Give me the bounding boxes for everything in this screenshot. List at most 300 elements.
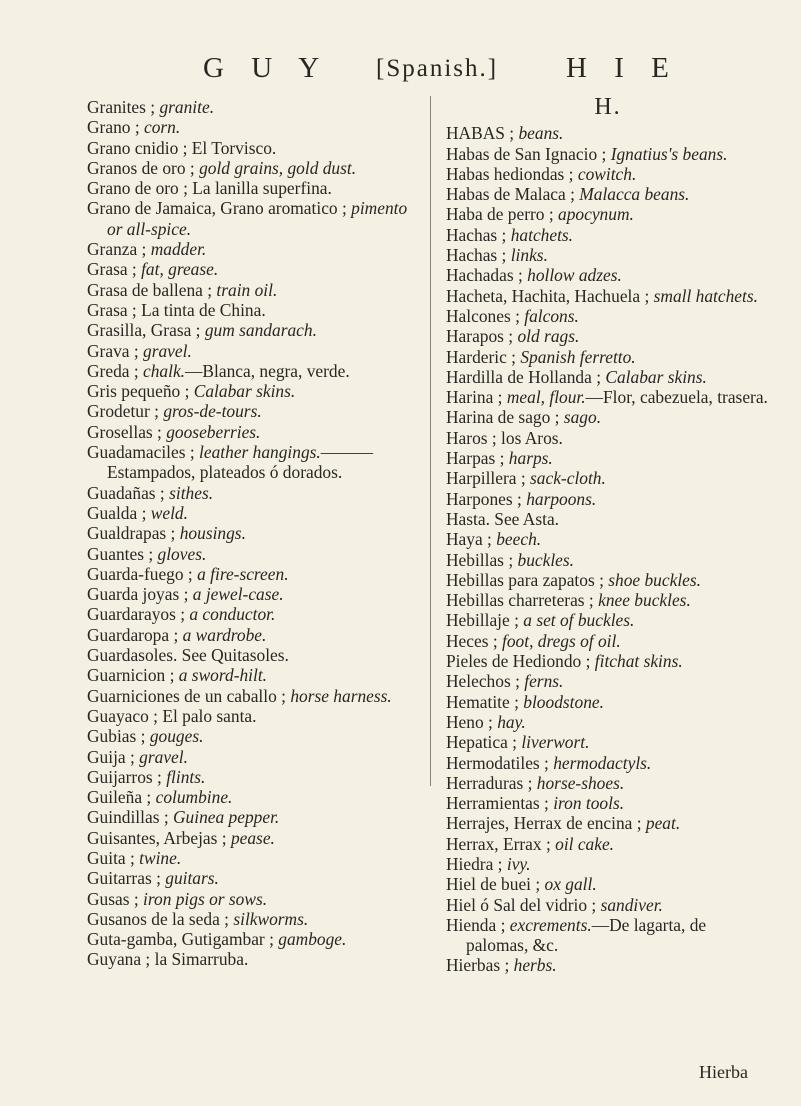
dictionary-entry: [446, 895, 770, 915]
dictionary-entry: [87, 320, 422, 340]
entry-headword: Guardarayos: [87, 604, 176, 625]
entry-headword: Guantes: [87, 543, 144, 564]
entry-separator: ;: [587, 894, 601, 915]
entry-separator: ;: [276, 685, 291, 706]
entry-separator: ;: [130, 117, 144, 138]
dictionary-entry: [446, 550, 770, 570]
dictionary-entry: [446, 570, 770, 590]
entry-headword: Hematite: [446, 691, 510, 712]
running-header: [0, 52, 801, 92]
dictionary-entry: [446, 347, 770, 367]
entry-separator: ;: [149, 401, 164, 422]
entry-headword: Helechos: [446, 671, 511, 692]
entry-headword: Guarda joyas: [87, 584, 180, 605]
entry-separator: ;: [493, 387, 507, 408]
entry-separator: ;: [594, 569, 609, 590]
dictionary-entry: [87, 381, 422, 401]
entry-headword: Grava: [87, 340, 130, 361]
entry-separator: ;: [591, 366, 606, 387]
dictionary-entry: [87, 178, 422, 198]
dictionary-entry: [87, 158, 422, 178]
entry-headword: Guardasoles. See Quitasoles.: [87, 645, 289, 666]
entry-headword: Hiel ó Sal del vidrio: [446, 894, 588, 915]
entry-separator: ;: [151, 868, 166, 889]
dictionary-entry: [446, 529, 770, 549]
right-entry-list: [446, 123, 770, 975]
dictionary-entry: [87, 828, 422, 848]
entry-separator: ;: [155, 482, 170, 503]
entry-headword: Guitarras: [87, 868, 152, 889]
entry-headword: Hachadas: [446, 265, 514, 286]
entry-headword: Guisantes, Arbejas: [87, 827, 218, 848]
entry-translation: housings.: [179, 523, 246, 544]
entry-translation: ferns.: [524, 671, 564, 692]
entry-headword: Hardilla de Hollanda: [446, 366, 592, 387]
entry-headword: Gris pequeño: [87, 381, 181, 402]
entry-headword: Pieles de Hediondo: [446, 651, 582, 672]
entry-headword: Guarniciones de un caballo: [87, 685, 277, 706]
header-left-guide-word: G U Y: [203, 52, 330, 84]
entry-headword: Haros ; los Aros.: [446, 427, 563, 448]
entry-translation: a wardrobe.: [182, 624, 267, 645]
entry-translation: gouges.: [149, 726, 204, 747]
entry-translation: harpoons.: [526, 488, 597, 509]
dictionary-entry: [446, 184, 770, 204]
dictionary-entry: [446, 753, 770, 773]
entry-separator: ;: [191, 320, 205, 341]
entry-separator: ;: [145, 97, 160, 117]
entry-separator: ;: [510, 671, 525, 692]
dictionary-entry: [87, 523, 422, 543]
entry-separator: ;: [483, 711, 498, 732]
entry-headword: Hebillas para zapatos: [446, 569, 595, 590]
entry-separator: ;: [510, 305, 525, 326]
entry-translation: fat, grease.: [141, 259, 219, 280]
entry-translation: links.: [510, 245, 548, 266]
entry-headword: Guayaco ; El palo santa.: [87, 705, 257, 726]
entry-translation: a sword-hilt.: [178, 665, 268, 686]
dictionary-entry: [87, 341, 422, 361]
entry-separator: ;: [565, 184, 580, 205]
dictionary-entry: [87, 726, 422, 746]
entry-headword: Harpas: [446, 448, 496, 469]
dictionary-entry: [87, 929, 422, 949]
entry-translation: meal, flour.: [506, 387, 586, 408]
entry-translation: Calabar skins.: [193, 381, 296, 402]
dictionary-entry: [87, 483, 422, 503]
entry-separator: ;: [523, 772, 537, 793]
entry-headword: Grasa de ballena: [87, 279, 203, 300]
dictionary-entry: [446, 164, 770, 184]
entry-separator: ;: [137, 502, 151, 523]
entry-separator: ;: [179, 584, 193, 605]
entry-translation: pimento or all-spice.: [107, 198, 408, 239]
entry-separator: ;: [507, 732, 522, 753]
entry-translation: herbs.: [513, 955, 557, 976]
entry-translation: beans.: [518, 123, 564, 144]
dictionary-entry: [446, 732, 770, 752]
entry-headword: HABAS: [446, 123, 505, 144]
entry-translation: granite.: [159, 97, 215, 117]
entry-separator: ;: [512, 488, 527, 509]
dictionary-entry: [87, 361, 422, 381]
entry-separator: ;: [509, 691, 524, 712]
entry-headword: Haya: [446, 529, 483, 550]
entry-headword: Halcones: [446, 305, 511, 326]
entry-translation: Spanish ferretto.: [520, 346, 636, 367]
entry-note: —Blanca, negra, verde.: [185, 360, 350, 381]
entry-separator: ;: [185, 157, 200, 178]
entry-headword: Hierbas: [446, 955, 501, 976]
entry-headword: Hienda: [446, 914, 497, 935]
entry-translation: Malacca beans.: [579, 184, 690, 205]
entry-headword: Hiedra: [446, 853, 494, 874]
dictionary-entry: [87, 625, 422, 645]
dictionary-entry: [446, 144, 770, 164]
entry-headword: Harina: [446, 387, 494, 408]
entry-translation: chalk.: [143, 360, 186, 381]
entry-translation: corn.: [144, 117, 181, 138]
entry-separator: ;: [142, 787, 156, 808]
dictionary-entry: [87, 747, 422, 767]
entry-headword: Guyana ; la Simarruba.: [87, 949, 249, 970]
right-column: [446, 94, 770, 976]
entry-translation: gloves.: [157, 543, 207, 564]
dictionary-entry: [446, 448, 770, 468]
entry-translation: hollow adzes.: [527, 265, 622, 286]
entry-separator: ;: [506, 346, 521, 367]
entry-headword: Gubias: [87, 726, 137, 747]
entry-separator: ;: [129, 340, 144, 361]
entry-translation: twine.: [139, 847, 182, 868]
entry-translation: gravel.: [143, 340, 192, 361]
entry-headword: Habas de San Ignacio: [446, 143, 598, 164]
entry-translation: hermodactyls.: [553, 752, 652, 773]
dictionary-entry: [87, 401, 422, 421]
entry-separator: ;: [169, 624, 183, 645]
entry-headword: Hebillas charreteras: [446, 590, 585, 611]
dictionary-entry: [87, 949, 422, 969]
entry-translation: small hatchets.: [653, 285, 758, 306]
dictionary-entry: [446, 123, 770, 143]
entry-separator: ;: [137, 239, 151, 260]
entry-separator: ;: [482, 529, 497, 550]
dictionary-entry: [87, 909, 422, 929]
dictionary-entry: [87, 442, 422, 483]
entry-translation: excrements.: [509, 914, 592, 935]
entry-separator: ;: [503, 326, 518, 347]
entry-separator: ;: [632, 813, 646, 834]
entry-translation: madder.: [150, 239, 207, 260]
entry-translation: Guinea pepper.: [173, 807, 280, 828]
entry-translation: bloodstone.: [523, 691, 604, 712]
dictionary-entry: [446, 955, 770, 975]
dictionary-entry: [446, 286, 770, 306]
entry-separator: ;: [175, 604, 190, 625]
entry-translation: ox gall.: [544, 874, 597, 895]
entry-headword: Grasilla, Grasa: [87, 320, 192, 341]
dictionary-entry: [446, 773, 770, 793]
entry-translation: falcons.: [524, 305, 579, 326]
dictionary-entry: [87, 686, 422, 706]
dictionary-entry: [446, 813, 770, 833]
entry-headword: Herrax, Errax: [446, 833, 542, 854]
entry-translation: pease.: [230, 827, 275, 848]
entry-translation: sack-cloth.: [530, 468, 606, 489]
entry-headword: Grano: [87, 117, 131, 138]
entry-separator: ;: [129, 360, 144, 381]
entry-headword: Heno: [446, 711, 484, 732]
section-heading: H.: [594, 94, 622, 120]
entry-headword: Herrajes, Herrax de encina: [446, 813, 633, 834]
dictionary-entry: [446, 265, 770, 285]
entry-separator: ;: [219, 908, 234, 929]
entry-headword: Hachas: [446, 245, 498, 266]
dictionary-entry: [87, 868, 422, 888]
entry-headword: Guarnicion: [87, 665, 166, 686]
entry-translation: liverwort.: [521, 732, 590, 753]
dictionary-entry: [87, 280, 422, 300]
entry-translation: gravel.: [139, 746, 188, 767]
entry-headword: Guadamaciles: [87, 442, 186, 463]
entry-translation: Ignatius's beans.: [610, 143, 728, 164]
entry-headword: Granites: [87, 97, 146, 117]
entry-separator: ;: [125, 847, 140, 868]
entry-translation: beech.: [496, 529, 542, 550]
entry-separator: ;: [152, 421, 167, 442]
entry-translation: gros-de-tours.: [163, 401, 262, 422]
entry-separator: ;: [496, 914, 510, 935]
entry-translation: cowitch.: [577, 163, 637, 184]
catchword: Hierba: [699, 1062, 748, 1082]
entry-note: —De lagarta, de palomas, &c.: [466, 914, 707, 956]
entry-headword: Greda: [87, 360, 130, 381]
entry-headword: Grosellas: [87, 421, 153, 442]
dictionary-entry: [87, 665, 422, 685]
entry-headword: Guindillas: [87, 807, 160, 828]
entry-separator: ;: [127, 259, 142, 280]
entry-separator: ;: [185, 442, 200, 463]
entry-headword: Gusas: [87, 888, 130, 909]
dictionary-entry: [446, 245, 770, 265]
dictionary-entry: [446, 509, 770, 529]
entry-separator: ;: [503, 549, 518, 570]
entry-separator: ;: [264, 929, 279, 950]
entry-translation: hatchets.: [510, 224, 574, 245]
entry-headword: Grano de oro ; La lanilla superfina.: [87, 178, 332, 199]
entry-headword: Guadañas: [87, 482, 156, 503]
dictionary-entry: [446, 712, 770, 732]
entry-headword: Granza: [87, 239, 138, 260]
entry-headword: Hepatica: [446, 732, 508, 753]
entry-separator: ;: [125, 746, 140, 767]
entry-note: —Flor, cabezuela, trasera.: [585, 387, 768, 408]
entry-translation: horse harness.: [290, 685, 392, 706]
entry-separator: ;: [493, 853, 507, 874]
entry-separator: ;: [217, 827, 231, 848]
entry-headword: Harpones: [446, 488, 513, 509]
dictionary-entry: [87, 584, 422, 604]
entry-separator: ;: [597, 143, 611, 164]
dictionary-entry: [446, 204, 770, 224]
entry-translation: oil cake.: [555, 833, 615, 854]
entry-headword: Guijarros: [87, 766, 153, 787]
dictionary-entry: [446, 468, 770, 488]
entry-translation: harps.: [508, 448, 553, 469]
entry-headword: Heces: [446, 630, 489, 651]
entry-headword: Haba de perro: [446, 204, 545, 225]
dictionary-entry: [446, 590, 770, 610]
dictionary-entry: [87, 645, 422, 665]
entry-translation: fitchat skins.: [594, 651, 683, 672]
entry-separator: ;: [539, 793, 554, 814]
dictionary-entry: [446, 915, 770, 956]
entry-headword: Guardaropa: [87, 624, 170, 645]
dictionary-entry: [87, 503, 422, 523]
entry-translation: gooseberries.: [166, 421, 261, 442]
entry-separator: ;: [500, 955, 514, 976]
dictionary-entry: [87, 239, 422, 259]
entry-translation: columbine.: [155, 787, 233, 808]
entry-translation: shoe buckles.: [608, 569, 701, 590]
entry-headword: Habas de Malaca: [446, 184, 566, 205]
entry-headword: Hachas: [446, 224, 498, 245]
entry-headword: Harina de sago: [446, 407, 551, 428]
entry-translation: sandiver.: [600, 894, 663, 915]
header-language-label: [Spanish.]: [376, 55, 499, 82]
dictionary-entry: [446, 428, 770, 448]
entry-headword: Hermodatiles: [446, 752, 540, 773]
entry-headword: Hacheta, Hachita, Hachuela: [446, 285, 641, 306]
entry-separator: ;: [581, 651, 595, 672]
entry-separator: ;: [531, 874, 545, 895]
entry-separator: ;: [152, 766, 167, 787]
dictionary-entry: [446, 306, 770, 326]
entry-headword: Grano de Jamaica, Grano aromatico: [87, 198, 338, 219]
dictionary-entry: [87, 300, 422, 320]
entry-headword: Granos de oro: [87, 157, 186, 178]
entry-separator: ;: [488, 630, 503, 651]
entry-translation: iron pigs or sows.: [143, 888, 268, 909]
entry-headword: Harderic: [446, 346, 507, 367]
entry-separator: ;: [497, 245, 511, 266]
entry-translation: horse-shoes.: [536, 772, 625, 793]
entry-separator: ;: [509, 610, 524, 631]
entry-separator: ;: [497, 224, 511, 245]
entry-separator: ;: [550, 407, 564, 428]
entry-translation: gamboge.: [278, 929, 347, 950]
entry-translation: gum sandarach.: [204, 320, 317, 341]
dictionary-entry: [87, 807, 422, 827]
entry-headword: Gualda: [87, 502, 138, 523]
entry-separator: ;: [166, 523, 180, 544]
entry-headword: Herramientas: [446, 793, 540, 814]
entry-separator: ;: [544, 204, 559, 225]
entry-headword: Harpillera: [446, 468, 517, 489]
dictionary-entry: [87, 422, 422, 442]
entry-translation: weld.: [150, 502, 188, 523]
entry-headword: Harapos: [446, 326, 504, 347]
dictionary-entry: [446, 610, 770, 630]
dictionary-entry: [446, 874, 770, 894]
entry-separator: ;: [337, 198, 352, 219]
dictionary-entry: [446, 671, 770, 691]
entry-translation: buckles.: [517, 549, 574, 570]
entry-separator: ;: [165, 665, 179, 686]
entry-translation: a fire-screen.: [197, 563, 289, 584]
entry-headword: Guija: [87, 746, 126, 767]
dictionary-entry: [87, 544, 422, 564]
entry-separator: ;: [159, 807, 173, 828]
entry-separator: ;: [539, 752, 554, 773]
entry-note: ——— Estampados, plateados ó dorados.: [107, 442, 373, 483]
dictionary-entry: [87, 604, 422, 624]
entry-translation: silkworms.: [233, 908, 309, 929]
entry-translation: guitars.: [165, 868, 219, 889]
entry-headword: Grasa: [87, 259, 128, 280]
entry-headword: Habas hediondas: [446, 163, 565, 184]
entry-separator: ;: [129, 888, 144, 909]
entry-separator: ;: [516, 468, 531, 489]
entry-translation: peat.: [645, 813, 681, 834]
entry-translation: apocynum.: [558, 204, 634, 225]
dictionary-entry: [87, 97, 422, 117]
entry-headword: Gualdrapas: [87, 523, 167, 544]
column-divider: [430, 96, 431, 786]
dictionary-entry: [87, 706, 422, 726]
dictionary-entry: [87, 848, 422, 868]
entry-separator: ;: [144, 543, 158, 564]
dictionary-entry: [87, 138, 422, 158]
dictionary-entry: [87, 564, 422, 584]
entry-headword: Guta-gamba, Gutigambar: [87, 929, 265, 950]
entry-headword: Guita: [87, 847, 126, 868]
dictionary-entry: [87, 787, 422, 807]
entry-headword: Grasa ; La tinta de China.: [87, 299, 266, 320]
dictionary-entry: [446, 631, 770, 651]
entry-separator: ;: [180, 381, 194, 402]
entry-headword: Hebillaje: [446, 610, 510, 631]
entry-headword: Hebillas: [446, 549, 504, 570]
entry-headword: Gusanos de la seda: [87, 908, 220, 929]
dictionary-entry: [87, 889, 422, 909]
dictionary-entry: [87, 198, 422, 239]
dictionary-entry: [446, 387, 770, 407]
entry-translation: old rags.: [517, 326, 580, 347]
entry-headword: Grodetur: [87, 401, 150, 422]
dictionary-entry: [446, 367, 770, 387]
dictionary-entry: [446, 834, 770, 854]
dictionary-entry: [446, 793, 770, 813]
entry-translation: leather hangings.: [199, 442, 321, 463]
entry-translation: iron tools.: [553, 793, 625, 814]
dictionary-entry: [446, 489, 770, 509]
dictionary-entry: [446, 651, 770, 671]
entry-headword: Grano cnidio ; El Torvisco.: [87, 137, 277, 158]
dictionary-entry: [87, 767, 422, 787]
dictionary-entry: [87, 117, 422, 137]
entry-translation: ivy.: [506, 853, 531, 874]
entry-translation: a jewel-case.: [192, 584, 284, 605]
entry-translation: train oil.: [216, 279, 278, 300]
dictionary-entry: [446, 692, 770, 712]
entry-separator: ;: [183, 563, 198, 584]
entry-translation: knee buckles.: [598, 590, 691, 611]
entry-separator: ;: [584, 590, 599, 611]
entry-headword: Herraduras: [446, 772, 524, 793]
dictionary-entry: [446, 854, 770, 874]
entry-translation: flints.: [166, 766, 206, 787]
